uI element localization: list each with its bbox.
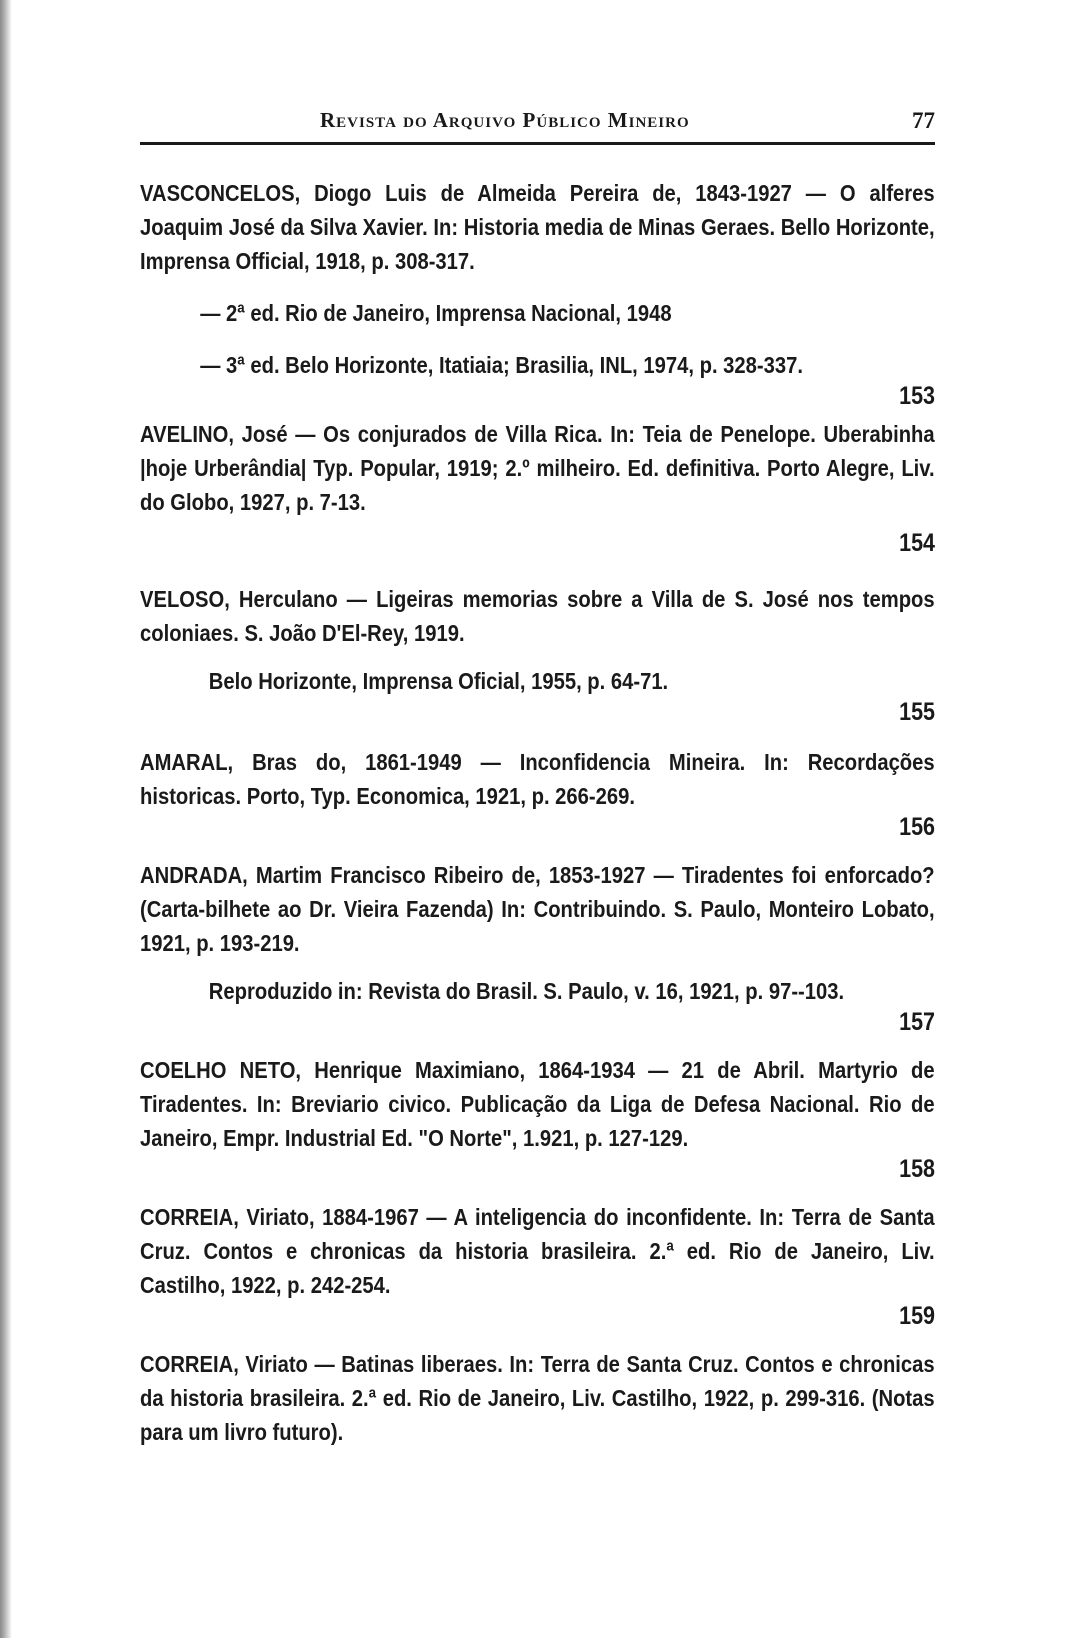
entry-number: 155 [899,698,935,726]
bibliography-entry [140,1347,935,1449]
header-rule [140,142,935,145]
entry-reprint-note: Reproduzido in: Revista do Brasil. S. Paulo, v. 16, 1921, p. 97--103. [208,978,845,1004]
entry-number: 158 [899,1155,935,1183]
entry-text: COELHO NETO, Henrique Maximiano, 1864-1934 — 21 de Abril. Martyrio de Tiradentes. In: Breviario civico. Publicação da Liga de Defesa Nacional. Rio de Janeiro, Empr. Industrial Ed. "O Norte", 1.921, p. 127-129. [140,1057,935,1151]
entry-number: 154 [899,529,935,557]
entry-number: 159 [899,1302,935,1330]
entry-reprint-note: Belo Horizonte, Imprensa Oficial, 1955, p. 64-71. [208,668,669,694]
bibliography-entry [140,1053,935,1184]
entry-text: VELOSO, Herculano — Ligeiras memorias sobre a Villa de S. José nos tempos coloniaes. S. João D'El-Rey, 1919. [140,586,935,646]
entry-text: AVELINO, José — Os conjurados de Villa Rica. In: Teia de Penelope. Uberabinha |hoje Urberândia| Typ. Popular, 1919; 2.º milheiro. Ed. definitiva. Porto Alegre, Liv. do Globo, 1927, p. 7-13. [140,421,935,515]
entry-number: 156 [899,813,935,841]
page-number: 77 [912,108,935,133]
entry-edition-note: — 3ª ed. Belo Horizonte, Itatiaia; Brasilia, INL, 1974, p. 328-337. [200,352,803,378]
entry-edition-note: — 2ª ed. Rio de Janeiro, Imprensa Nacional, 1948 [200,300,672,326]
bibliography-entries [140,176,935,1449]
bibliography-entry [140,582,935,727]
entry-number: 157 [899,1008,935,1036]
page-header [140,108,935,140]
bibliography-entry [140,176,935,411]
entry-text: VASCONCELOS, Diogo Luis de Almeida Pereira de, 1843-1927 — O alferes Joaquim José da Silva Xavier. In: Historia media de Minas Geraes. Bello Horizonte, Imprensa Official, 1918, p. 308-317. [140,180,935,274]
bibliography-entry [140,858,935,1037]
entry-text: AMARAL, Bras do, 1861-1949 — Inconfidencia Mineira. In: Recordações historicas. Porto, Typ. Economica, 1921, p. 266-269. [140,749,935,809]
entry-text: ANDRADA, Martim Francisco Ribeiro de, 1853-1927 — Tiradentes foi enforcado? (Carta-bilhete ao Dr. Vieira Fazenda) In: Contribuindo. S. Paulo, Monteiro Lobato, 1921, p. 193-219. [140,862,935,956]
bibliography-entry [140,1200,935,1331]
entry-text: CORREIA, Viriato, 1884-1967 — A inteligencia do inconfidente. In: Terra de Santa Cruz. Contos e chronicas da historia brasileira. 2.ª ed. Rio de Janeiro, Liv. Castilho, 1922, p. 242-254. [140,1204,935,1298]
bibliography-entry [140,745,935,842]
page-binding-edge [0,0,14,1638]
entry-number: 153 [899,382,935,410]
running-head: Revista do Arquivo Público Mineiro [320,108,690,132]
entry-text: CORREIA, Viriato — Batinas liberaes. In: Terra de Santa Cruz. Contos e chronicas da historia brasileira. 2.ª ed. Rio de Janeiro, Liv. Castilho, 1922, p. 299-316. (Notas para um livro futuro). [140,1351,935,1445]
bibliography-entry [140,417,935,558]
